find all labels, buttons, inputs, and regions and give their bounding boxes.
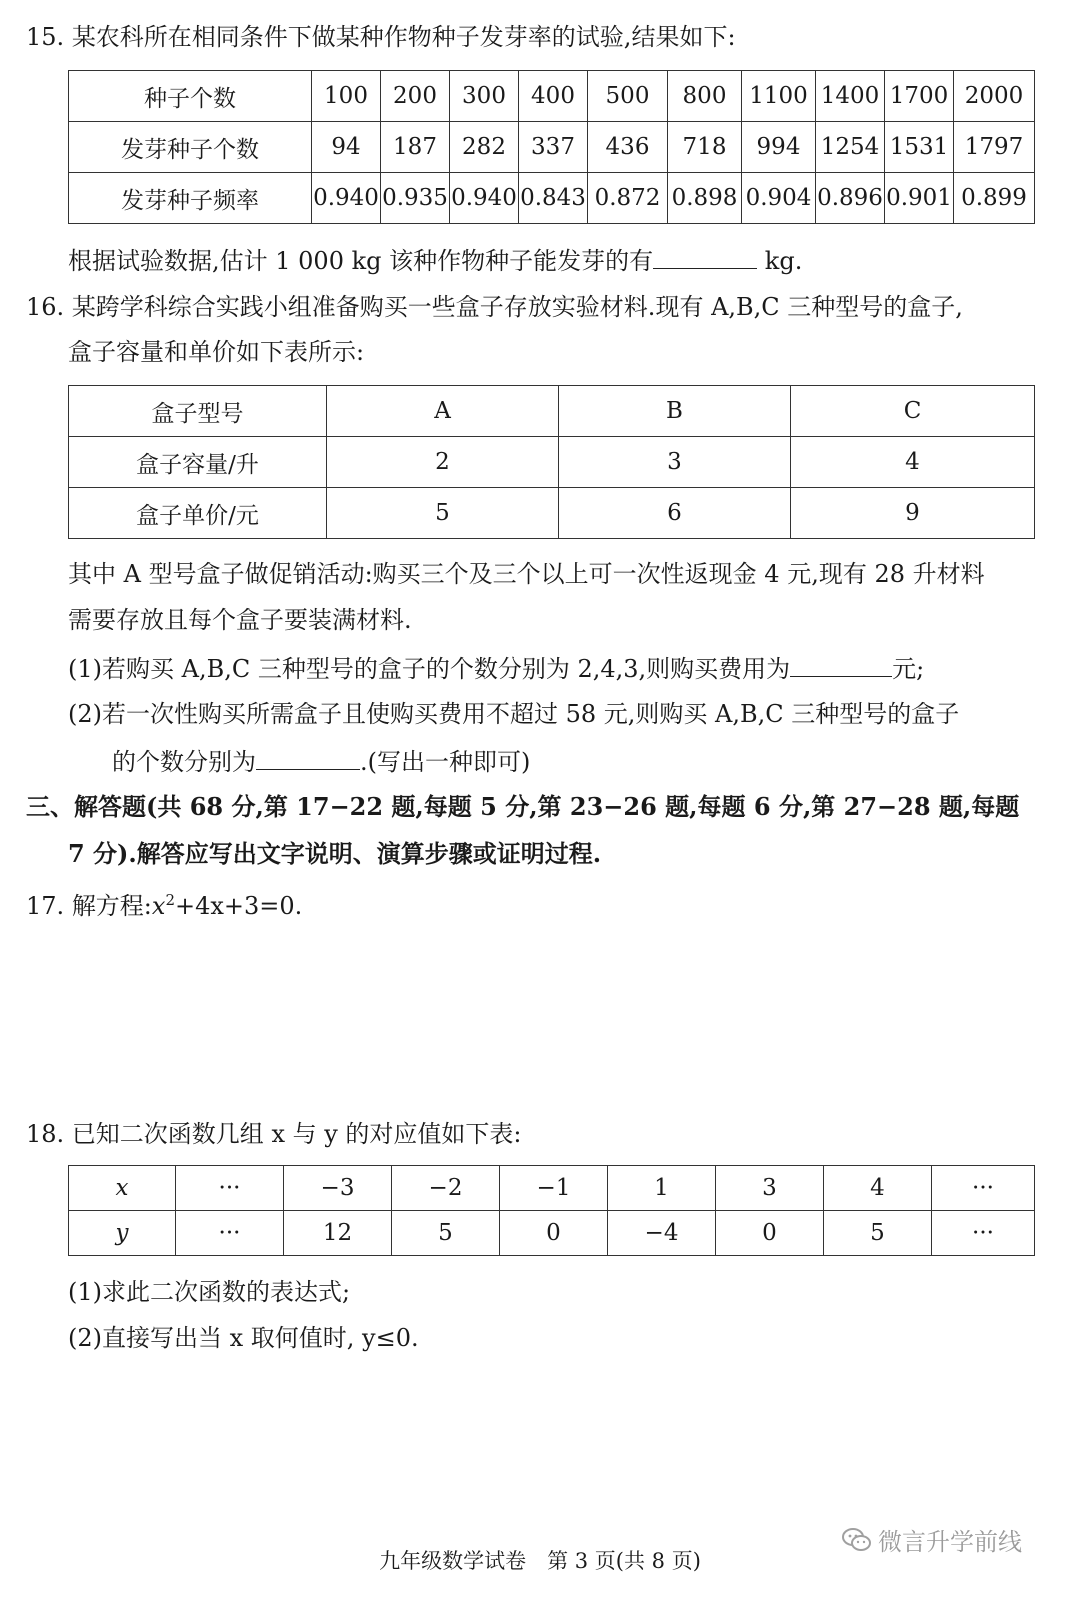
table-header-cell: C: [791, 386, 1035, 437]
table-cell: 1254: [816, 122, 885, 173]
table-cell: 0.898: [668, 173, 742, 224]
q15-number: 15.: [26, 23, 65, 51]
q16-part2-text: 的个数分别为: [112, 748, 256, 776]
q15-question: [68, 242, 802, 278]
row-label: 盒子单价/元: [69, 488, 327, 539]
table-cell: 100: [312, 71, 381, 122]
q15-stem: [26, 20, 736, 54]
table-cell: 4: [824, 1166, 932, 1211]
q16-stem-text: 某跨学科综合实践小组准备购买一些盒子存放实验材料.现有 A,B,C 三种型号的盒子,: [71, 293, 963, 321]
table-cell: 12: [284, 1211, 392, 1256]
table-cell: 0.940: [312, 173, 381, 224]
table-cell: 1: [608, 1166, 716, 1211]
table-cell: ···: [176, 1166, 284, 1211]
section3-heading-line2: 7 分).解答应写出文字说明、演算步骤或证明过程.: [68, 839, 602, 868]
table-cell: 1700: [885, 71, 954, 122]
watermark: [842, 1522, 1022, 1557]
table-header-cell: 盒子型号: [69, 386, 327, 437]
table-cell: 0.935: [381, 173, 450, 224]
wechat-icon: [842, 1527, 872, 1553]
q18-part1: (1)求此二次函数的表达式;: [68, 1278, 351, 1306]
table-cell: 1797: [954, 122, 1035, 173]
table-cell: ···: [932, 1166, 1035, 1211]
q17-eq-x: x: [151, 892, 166, 920]
table-row: [69, 71, 1035, 122]
q15-stem-text: 某农科所在相同条件下做某种作物种子发芽率的试验,结果如下:: [71, 23, 736, 51]
q18-stem: [26, 1117, 522, 1151]
table-row: [69, 488, 1035, 539]
table-cell: 994: [742, 122, 816, 173]
table-cell: 800: [668, 71, 742, 122]
table-cell: 3: [559, 437, 791, 488]
table-cell: 1100: [742, 71, 816, 122]
table-row: [69, 437, 1035, 488]
table-cell: −1: [500, 1166, 608, 1211]
table-cell: 2: [327, 437, 559, 488]
table-cell: 5: [392, 1211, 500, 1256]
table-cell: 5: [327, 488, 559, 539]
table-cell: 9: [791, 488, 1035, 539]
table-cell: 0.872: [588, 173, 668, 224]
table-cell: 187: [381, 122, 450, 173]
table-cell: 1531: [885, 122, 954, 173]
table-cell: 0.896: [816, 173, 885, 224]
table-cell: 400: [519, 71, 588, 122]
row-label: 种子个数: [69, 71, 312, 122]
q16-part1-text: (1)若购买 A,B,C 三种型号的盒子的个数分别为 2,4,3,则购买费用为: [68, 655, 791, 683]
table-cell: −2: [392, 1166, 500, 1211]
table-cell: 3: [716, 1166, 824, 1211]
q15-question-text: 根据试验数据,估计 1 000 kg 该种作物种子能发芽的有: [68, 247, 654, 275]
q16-part1-unit: 元;: [892, 655, 925, 683]
q15-answer-blank[interactable]: [653, 242, 757, 269]
table-cell: 282: [450, 122, 519, 173]
table-header-row: [69, 386, 1035, 437]
table-cell: 4: [791, 437, 1035, 488]
q17-number: 17.: [26, 892, 65, 920]
q16-table: [68, 385, 1035, 539]
q18-part2: (2)直接写出当 x 取何值时, y≤0.: [68, 1324, 419, 1352]
row-label: 盒子容量/升: [69, 437, 327, 488]
table-cell: 0.901: [885, 173, 954, 224]
row-label: 发芽种子个数: [69, 122, 312, 173]
q16-part1: [68, 650, 924, 686]
table-cell: 718: [668, 122, 742, 173]
table-cell: 200: [381, 71, 450, 122]
table-cell: 6: [559, 488, 791, 539]
section3-heading-line1: 三、解答题(共 68 分,第 17−22 题,每题 5 分,第 23−26 题,每题 6 分,第 27−28 题,每题: [26, 792, 1020, 821]
table-cell: 0: [500, 1211, 608, 1256]
table-cell: 1400: [816, 71, 885, 122]
table-row: [69, 1166, 1035, 1211]
table-cell: 500: [588, 71, 668, 122]
page-footer: 九年级数学试卷 第 3 页(共 8 页): [379, 1549, 701, 1573]
q16-note-line1: 其中 A 型号盒子做促销活动:购买三个及三个以上可一次性返现金 4 元,现有 28 升材料: [68, 560, 985, 588]
q16-stem-line2: 盒子容量和单价如下表所示:: [68, 338, 365, 366]
table-row: [69, 122, 1035, 173]
table-cell: 0: [716, 1211, 824, 1256]
q18-number: 18.: [26, 1120, 65, 1148]
q17-eq-exponent: 2: [165, 891, 175, 909]
q15-table: [68, 70, 1035, 224]
row-label: x: [69, 1166, 176, 1211]
table-cell: −4: [608, 1211, 716, 1256]
q17-prefix: 解方程:: [71, 892, 152, 920]
table-cell: 436: [588, 122, 668, 173]
table-cell: ···: [932, 1211, 1035, 1256]
table-cell: ···: [176, 1211, 284, 1256]
q16-note-line2: 需要存放且每个盒子要装满材料.: [68, 606, 412, 634]
row-label: 发芽种子频率: [69, 173, 312, 224]
q16-number: 16.: [26, 293, 65, 321]
q16-part1-blank[interactable]: [790, 650, 892, 677]
q16-part2-blank[interactable]: [256, 743, 360, 770]
table-cell: 0.899: [954, 173, 1035, 224]
q15-unit: kg.: [764, 247, 803, 275]
q16-stem-line1: [26, 290, 963, 324]
watermark-text: 微言升学前线: [878, 1528, 1022, 1556]
table-row: [69, 173, 1035, 224]
q17-eq-rest: +4x+3=0.: [175, 892, 303, 920]
q16-part2-suffix: .(写出一种即可): [360, 748, 531, 776]
table-cell: 2000: [954, 71, 1035, 122]
q16-part2-line2: [112, 743, 530, 779]
table-header-cell: B: [559, 386, 791, 437]
table-cell: 5: [824, 1211, 932, 1256]
table-cell: 94: [312, 122, 381, 173]
table-cell: 300: [450, 71, 519, 122]
table-cell: 337: [519, 122, 588, 173]
table-header-cell: A: [327, 386, 559, 437]
table-cell: −3: [284, 1166, 392, 1211]
q16-part2-line1: (2)若一次性购买所需盒子且使购买费用不超过 58 元,则购买 A,B,C 三种型号的盒子: [68, 700, 960, 728]
q18-table: [68, 1165, 1035, 1256]
table-cell: 0.843: [519, 173, 588, 224]
row-label: y: [69, 1211, 176, 1256]
table-cell: 0.904: [742, 173, 816, 224]
table-cell: 0.940: [450, 173, 519, 224]
table-row: [69, 1211, 1035, 1256]
q17: [26, 883, 302, 923]
q18-stem-text: 已知二次函数几组 x 与 y 的对应值如下表:: [71, 1120, 522, 1148]
